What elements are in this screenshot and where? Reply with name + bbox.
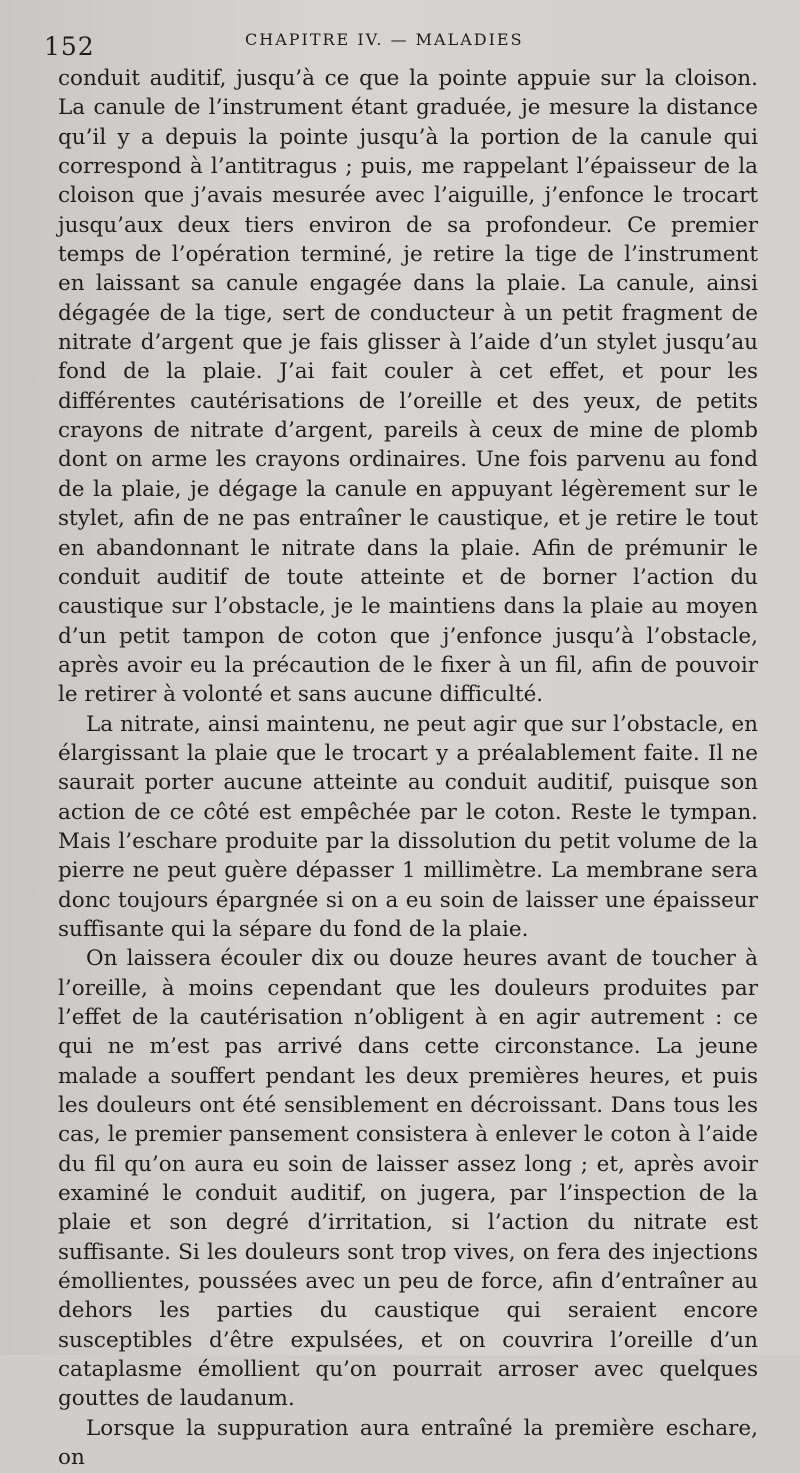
paragraph-2: La nitrate, ainsi maintenu, ne peut agir que sur l’obstacle, en élargissant la plaie que le trocart y a préalablement faite. Il ne saurait porter aucune atteinte au conduit auditif, puisque son action de ce côté est empêchée par le coton. Reste le tympan. Mais l’eschare produite par la dissolution du petit volume de la pierre ne peut guère dépasser 1 millimètre. La membrane sera donc toujours épargnée si on a eu soin de laisser une épaisseur suffisante qui la sépare du fond de la plaie. [58,711,758,942]
page-number: 152 [44,32,95,61]
paragraph-1: conduit auditif, jusqu’à ce que la pointe appuie sur la cloison. La canule de l’instrument étant graduée, je mesure la distance qu’il y a depuis la pointe jusqu’à la portion de la canule qui correspond à l’antitragus ; puis, me rappelant l’épaisseur de la cloison que j’avais mesurée avec l’aiguille, j’enfonce le trocart jusqu’aux deux tiers environ de sa profondeur. Ce premier temps de l’opération terminé, je retire la tige de l’instrument en laissant sa canule engagée dans la plaie. La canule, ainsi dégagée de la tige, sert de conducteur à un petit fragment de nitrate d’argent que je fais glisser à l’aide d’un stylet jusqu’au fond de la plaie. J’ai fait couler à cet effet, et pour les différentes cautérisations de l’oreille et des yeux, de petits crayons de nitrate d’argent, pareils à ceux de mine de plomb dont on arme les crayons ordinaires. Une fois parvenu au fond de la plaie, je dégage la canule en appuyant légèrement sur le stylet, afin de ne pas entraîner le caustique, et je retire le tout en abandonnant le nitrate dans la plaie. Afin de prémunir le conduit auditif de toute atteinte et de borner l’action du caustique sur l’obstacle, je le maintiens dans la plaie au moyen d’un petit tampon de coton que j’enfonce jusqu’à l’obstacle, après avoir eu la précaution de le fixer à un fil, afin de pouvoir le retirer à volonté et sans aucune difficulté. [58,66,758,708]
paragraph-3: On laissera écouler dix ou douze heures avant de toucher à l’oreille, à moins cependant que les douleurs produites par l’effet de la cautérisation n’obligent à en agir autrement : ce qui ne m’est pas arrivé dans cette circonstance. La jeune malade a souffert pendant les deux premières heures, et puis les douleurs ont été sensiblement en décroissant. Dans tous les cas, le premier pansement consistera à enlever le coton à l’aide du fil qu’on aura eu soin de laisser assez long ; et, après avoir examiné le conduit auditif, on jugera, par l’inspection de la plaie et son degré d’irritation, si l’action du nitrate est suffisante. Si les douleurs sont trop vives, on fera des injections émollientes, poussées avec un peu de force, afin d’entraîner au dehors les parties du caustique qui seraient encore susceptibles d’être expulsées, et on couvrira l’oreille d’un cataplasme émollient qu’on pourrait arroser avec quelques gouttes de laudanum. [58,946,758,1412]
page-header [0,16,800,61]
paragraph-4: Lorsque la suppuration aura entraîné la première eschare, on [58,1415,758,1471]
running-title: CHAPITRE IV. — MALADIES [245,30,524,49]
body-text [58,64,758,1473]
